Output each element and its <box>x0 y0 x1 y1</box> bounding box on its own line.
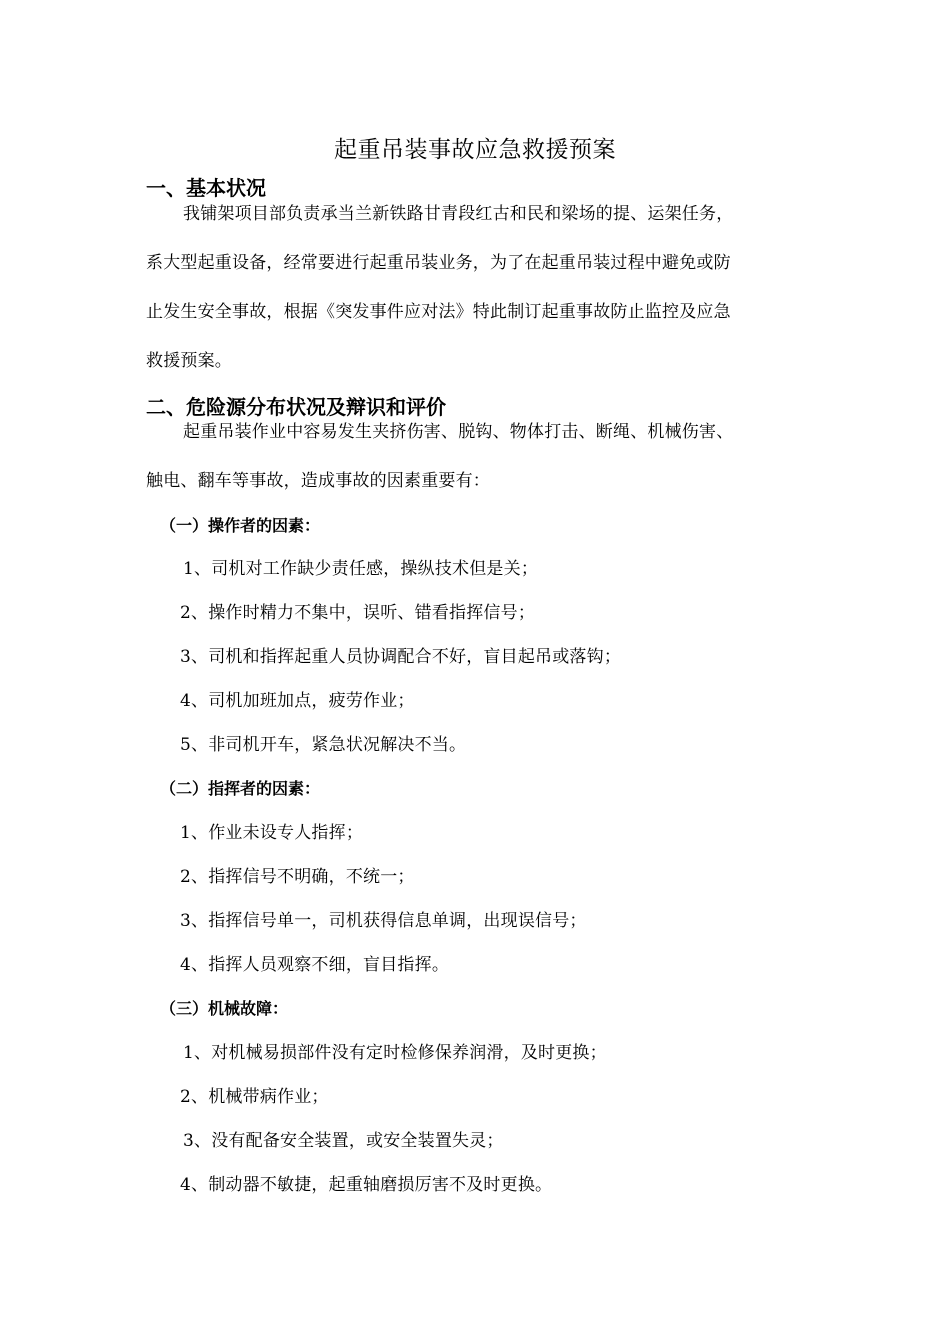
list-item: 4、制动器不敏捷，起重轴磨损厉害不及时更换。 <box>180 1175 553 1195</box>
list-item: 3、没有配备安全装置，或安全装置失灵； <box>183 1131 504 1151</box>
subheading-commander-factors: （二）指挥者的因素： <box>160 779 321 798</box>
document-title: 起重吊装事故应急救援预案 <box>334 137 616 163</box>
list-item: 4、司机加班加点，疲劳作业； <box>180 691 415 711</box>
list-item: 5、非司机开车，紧急状况解决不当。 <box>180 735 467 755</box>
list-item: 2、操作时精力不集中，误听、错看指挥信号； <box>180 603 536 623</box>
paragraph-line: 救援预案。 <box>146 351 232 371</box>
list-item: 2、指挥信号不明确，不统一； <box>180 867 415 887</box>
paragraph-line: 系大型起重设备，经常要进行起重吊装业务，为了在起重吊装过程中避免或防 <box>146 253 731 273</box>
list-item: 4、指挥人员观察不细，盲目指挥。 <box>180 955 450 975</box>
list-item: 1、对机械易损部件没有定时检修保养润滑，及时更换； <box>183 1043 607 1063</box>
subheading-mechanical-failure: （三）机械故障： <box>160 999 289 1018</box>
paragraph-line: 触电、翻车等事故，造成事故的因素重要有： <box>146 471 490 491</box>
list-item: 3、司机和指挥起重人员协调配合不好，盲目起吊或落钩； <box>180 647 622 667</box>
paragraph-line: 起重吊装作业中容易发生夹挤伤害、脱钩、物体打击、断绳、机械伤害、 <box>183 422 734 442</box>
section-heading-hazards: 二、危险源分布状况及辩识和评价 <box>146 395 446 419</box>
list-item: 2、机械带病作业； <box>180 1087 329 1107</box>
subheading-operator-factors: （一）操作者的因素： <box>160 516 321 535</box>
list-item: 1、作业未设专人指挥； <box>180 823 364 843</box>
list-item: 1、司机对工作缺少责任感，操纵技术但是关； <box>183 559 539 579</box>
section-heading-basic-status: 一、基本状况 <box>146 176 266 200</box>
paragraph-line: 止发生安全事故，根据《突发事件应对法》特此制订起重事故防止监控及应急 <box>146 302 731 322</box>
paragraph-line: 我铺架项目部负责承当兰新铁路甘青段红古和民和梁场的提、运架任务， <box>183 204 734 224</box>
list-item: 3、指挥信号单一，司机获得信息单调，出现误信号； <box>180 911 587 931</box>
